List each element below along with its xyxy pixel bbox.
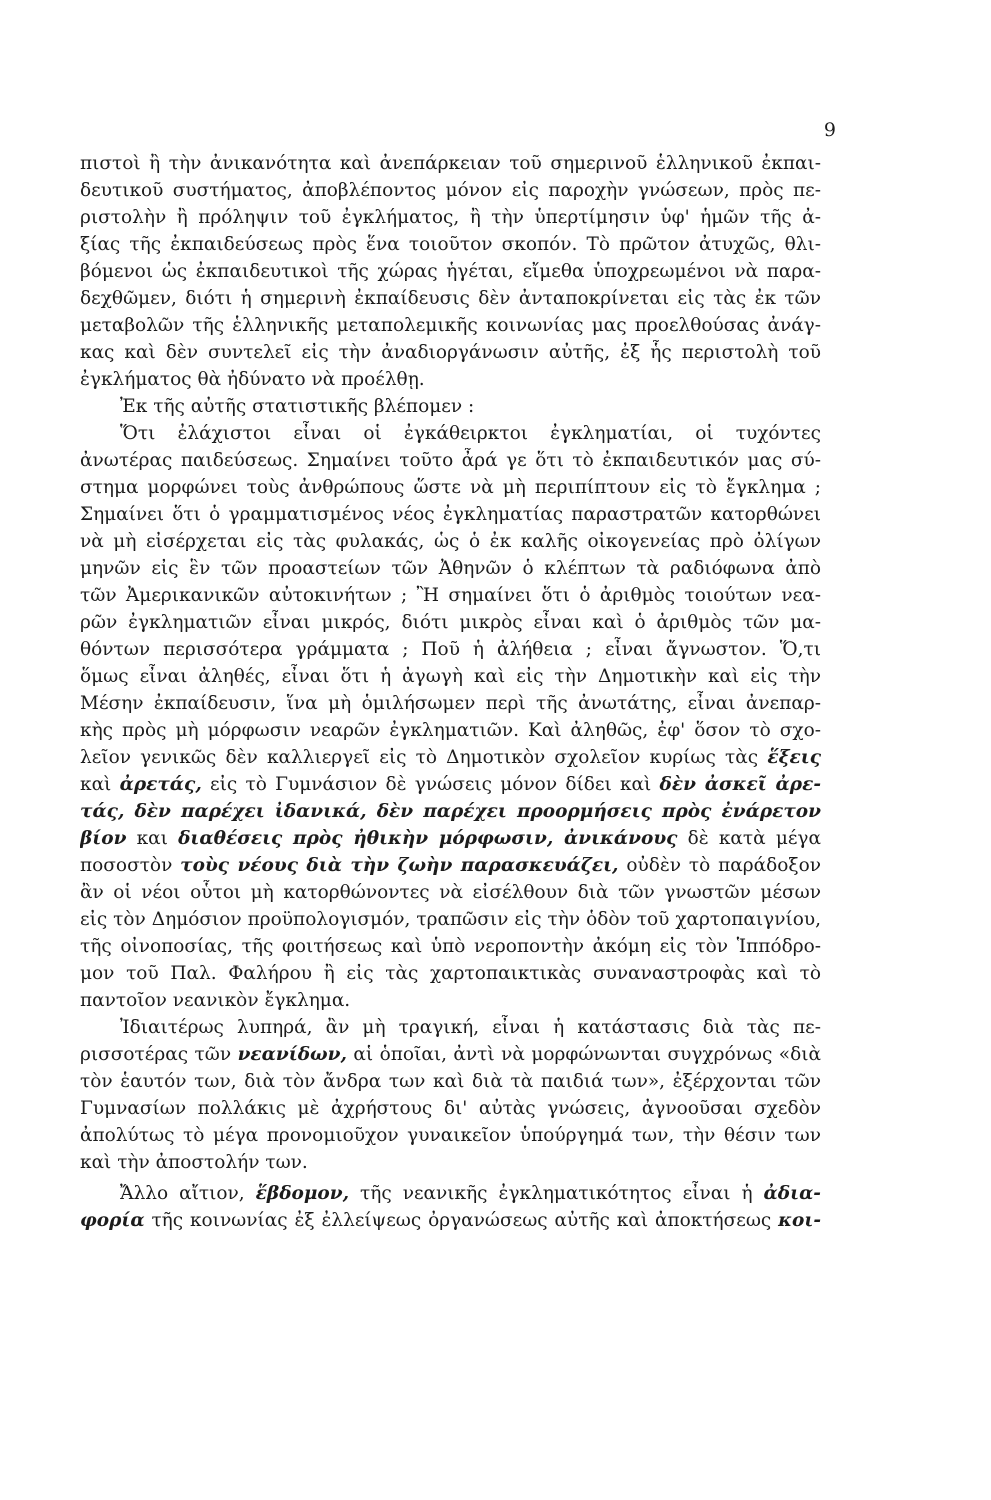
text-line: καὶ ἀρετάς, εἰς τὸ Γυμνάσιον δὲ γνώσεις μόνον δίδει καὶ δὲν ἀσκεῖ ἀρε- <box>80 774 821 795</box>
text-line: στημα μορφώνει τοὺς ἀνθρώπους ὥστε νὰ μὴ περιπίπτουν εἰς τὸ ἔγκλημα ; <box>80 477 821 498</box>
text-line: φορία τῆς κοινωνίας ἐξ ἐλλείψεως ὀργανώσεως αὐτῆς καὶ ἀποκτήσεως κοι- <box>80 1210 821 1231</box>
text-line: καὶ τὴν ἀποστολήν των. <box>80 1152 308 1173</box>
text-line: δευτικοῦ συστήματος, ἀποβλέποντος μόνον εἰς παροχὴν γνώσεων, πρὸς πε- <box>80 180 821 201</box>
text-line: ξίας τῆς ἐκπαιδεύσεως πρὸς ἕνα τοιοῦτον σκοπόν. Τὸ πρῶτον ἀτυχῶς, θλι- <box>80 234 821 255</box>
text-line: παντοῖον νεανικὸν ἔγκλημα. <box>80 990 351 1011</box>
text-line: ποσοστὸν τοὺς νέους διὰ τὴν ζωὴν παρασκευάζει, οὐδὲν τὸ παράδοξον <box>80 855 821 876</box>
text-line: Ὅτι ἐλάχιστοι εἶναι οἱ ἐγκάθειρκτοι ἐγκληματίαι, οἱ τυχόντες <box>120 423 821 444</box>
text-line: βίον και διαθέσεις πρὸς ἠθικὴν μόρφωσιν, ἀνικάνους δὲ κατὰ μέγα <box>80 828 821 849</box>
text-line: ρῶν ἐγκληματιῶν εἶναι μικρός, διότι μικρὸς εἶναι καὶ ὁ ἀριθμὸς τῶν μα- <box>80 612 821 633</box>
text-line: τῶν Ἀμερικανικῶν αὐτοκινήτων ; Ἢ σημαίνει ὅτι ὁ ἀριθμὸς τοιούτων νεα- <box>80 585 821 606</box>
text-line: ἂν οἱ νέοι οὗτοι μὴ κατορθώνοντες νὰ εἰσέλθουν διὰ τῶν γνωστῶν μέσων <box>80 882 821 903</box>
text-line: Σημαίνει ὅτι ὁ γραμματισμένος νέος ἐγκληματίας παραστρατῶν κατορθώνει <box>80 504 821 525</box>
text-line: δεχθῶμεν, διότι ἡ σημερινὴ ἐκπαίδευσις δὲν ἀνταποκρίνεται εἰς τὰς ἐκ τῶν <box>80 288 821 309</box>
text-line: θόντων περισσότερα γράμματα ; Ποῦ ἡ ἀλήθεια ; εἶναι ἄγνωστον. Ὅ,τι <box>80 639 821 660</box>
text-line: Ἐκ τῆς αὐτῆς στατιστικῆς βλέπομεν : <box>120 396 475 417</box>
text-line: τάς, δὲν παρέχει ἰδανικά, δὲν παρέχει προορμήσεις πρὸς ἐνάρετον <box>80 801 821 822</box>
text-line: ἀπολύτως τὸ μέγα προνομιοῦχον γυναικεῖον ὑπούργημά των, τὴν θέσιν των <box>80 1125 821 1146</box>
page-number: 9 <box>823 119 836 141</box>
text-line: τὸν ἑαυτόν των, διὰ τὸν ἄνδρα των καὶ διὰ τὰ παιδιά των», ἐξέρχονται τῶν <box>80 1071 821 1092</box>
text-line: Μέσην ἐκπαίδευσιν, ἵνα μὴ ὁμιλήσωμεν περὶ τῆς ἀνωτάτης, εἶναι ἀνεπαρ- <box>80 693 821 714</box>
text-line: μον τοῦ Παλ. Φαλήρου ἢ εἰς τὰς χαρτοπαικτικὰς συναναστροφὰς καὶ τὸ <box>80 963 821 984</box>
text-line: Ἰδιαιτέρως λυπηρά, ἂν μὴ τραγική, εἶναι ἡ κατάστασις διὰ τὰς πε- <box>120 1017 821 1038</box>
text-line: εἰς τὸν Δημόσιον προϋπολογισμόν, τραπῶσιν εἰς τὴν ὁδὸν τοῦ χαρτοπαιγνίου, <box>80 909 821 930</box>
text-line: κας καὶ δὲν συντελεῖ εἰς τὴν ἀναδιοργάνωσιν αὐτῆς, ἐξ ἧς περιστολὴ τοῦ <box>80 342 821 363</box>
text-line: κὴς πρὸς μὴ μόρφωσιν νεαρῶν ἐγκληματιῶν. Καὶ ἀληθῶς, ἐφ' ὅσον τὸ σχο- <box>80 720 821 741</box>
text-line: λεῖον γενικῶς δὲν καλλιεργεῖ εἰς τὸ Δημοτικὸν σχολεῖον κυρίως τὰς ἕξεις <box>80 747 821 768</box>
text-line: Ἄλλο αἴτιον, ἕβδομον, τῆς νεανικῆς ἐγκληματικότητος εἶναι ἡ ἀδια- <box>120 1183 821 1204</box>
text-line: ὅμως εἶναι ἀληθές, εἶναι ὅτι ἡ ἀγωγὴ καὶ εἰς τὴν Δημοτικὴν καὶ εἰς τὴν <box>80 666 821 687</box>
text-line: ἀνωτέρας παιδεύσεως. Σημαίνει τοῦτο ἆρά γε ὅτι τὸ ἐκπαιδευτικόν μας σύ- <box>80 450 821 471</box>
text-line: μηνῶν εἰς ἓν τῶν προαστείων τῶν Ἀθηνῶν ὁ κλέπτων τὰ ραδιόφωνα ἀπὸ <box>80 558 821 579</box>
text-line: ρισσοτέρας τῶν νεανίδων, αἱ ὁποῖαι, ἀντὶ νὰ μορφώνωνται συγχρόνως «διὰ <box>80 1044 821 1065</box>
text-line: μεταβολῶν τῆς ἑλληνικῆς μεταπολεμικῆς κοινωνίας μας προελθούσας ἀνάγ- <box>80 315 821 336</box>
text-line: ἐγκλήματος θὰ ἠδύνατο νὰ προέλθῃ. <box>80 369 425 390</box>
text-line: τῆς οἰνοποσίας, τῆς φοιτήσεως καὶ ὑπὸ νεροποντὴν ἀκόμη εἰς τὸν Ἱππόδρο- <box>80 936 821 957</box>
text-line: Γυμνασίων πολλάκις μὲ ἀχρήστους δι' αὐτὰς γνώσεις, ἀγνοοῦσαι σχεδὸν <box>80 1098 821 1119</box>
text-line: βόμενοι ὡς ἐκπαιδευτικοὶ τῆς χώρας ἡγέται, εἴμεθα ὑποχρεωμένοι νὰ παρα- <box>80 261 821 282</box>
text-line: ριστολὴν ἢ πρόληψιν τοῦ ἐγκλήματος, ἢ τὴν ὑπερτίμησιν ὑφ' ἡμῶν τῆς ἀ- <box>80 207 821 228</box>
text-line: πιστοὶ ἢ τὴν ἀνικανότητα καὶ ἀνεπάρκειαν τοῦ σημερινοῦ ἑλληνικοῦ ἐκπαι- <box>80 153 821 174</box>
text-line: νὰ μὴ εἰσέρχεται εἰς τὰς φυλακάς, ὡς ὁ ἐκ καλῆς οἰκογενείας πρὸ ὀλίγων <box>80 531 821 552</box>
